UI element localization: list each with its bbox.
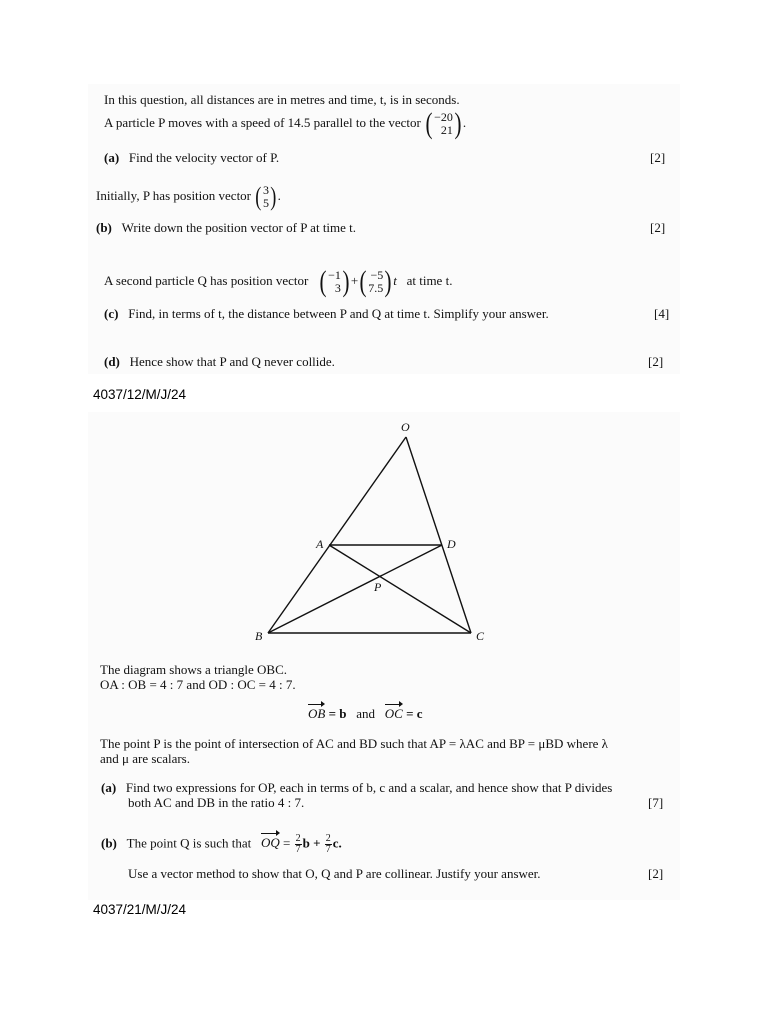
q2-part-b-mid: b + [302,835,321,851]
vector-c: = c [406,706,423,721]
side-oc [406,437,471,633]
q1-part-c-mark: [4] [654,306,670,321]
q2-part-b-label: (b) [101,835,117,851]
q1-part-c-text: Find, in terms of t, the distance between P and Q at time t. Simplify your answer. [128,306,549,321]
q-initial-y: 3 [334,281,341,295]
q2-part-a-line1: Find two expressions for OP, each in terms of b, c and a scalar, and hence show that P divides [125,780,613,795]
q2-point-p-line2: and μ are scalars. [100,751,190,766]
q2-part-b-line2: Use a vector method to show that O, Q and P are collinear. Justify your answer. [128,866,541,881]
q2-part-b-equals: = [283,835,291,851]
fraction-1-denominator: 7 [295,844,301,855]
vector-and: and [356,706,376,721]
q-velocity-vector: ( −5 7.5 ) [359,265,392,298]
q1-part-b-text: Write down the position vector of P at time t. [121,220,357,235]
q2-point-p-line1: The point P is the point of intersection of AC and BD such that AP = λAC and BP = μBD where λ [100,736,608,751]
q-velocity-x: −5 [370,268,384,282]
direction-vector-y: 21 [440,123,453,137]
q1-part-d-label: (d) [104,354,120,369]
q1-part-c-label: (c) [104,306,119,321]
q1-part-a-label: (a) [104,150,120,165]
vector-oq: OQ [260,835,280,851]
q1-second-particle-post: at time t. [406,272,453,288]
initial-position-x: 3 [262,183,269,197]
segment-bd [268,545,442,633]
label-a: A [316,537,324,551]
fraction-two-sevenths-2 [325,834,332,855]
q1-initial-position: Initially, P has position vector ( 3 5 ) . [96,182,281,211]
initial-position-y: 5 [262,196,269,210]
q2-part-a-label: (a) [101,780,117,795]
q-initial-x: −1 [328,268,341,282]
vector-oc: OC [384,706,403,721]
q2-part-b-pre: The point Q is such that [126,835,252,851]
initial-position-vector: ( 3 5 ) [255,182,277,211]
label-b: B [255,629,263,643]
q1-part-b-mark: [2] [650,220,666,235]
q2-part-b [101,834,342,855]
q1-part-d-mark: [2] [648,354,664,369]
q2-part-b-end: c. [332,835,342,851]
label-p: P [374,580,382,594]
q2-ratio-line: OA : OB = 4 : 7 and OD : OC = 4 : 7. [100,677,296,692]
q2-line1: The diagram shows a triangle OBC. [100,662,288,677]
fraction-2-numerator: 2 [325,833,331,844]
q1-part-a-mark: [2] [650,150,666,165]
q2-part-a [101,780,612,796]
label-o: O [401,420,410,434]
fraction-1-numerator: 2 [295,833,301,844]
q1-velocity-statement: A particle P moves with a speed of 14.5 parallel to the vector ( −20 21 ) . [104,107,467,140]
fraction-2-denominator: 7 [325,844,331,855]
vector-b: = b [328,706,347,721]
q-velocity-y: 7.5 [368,281,384,295]
q1-initial-position-text: Initially, P has position vector [96,187,252,203]
fraction-two-sevenths-1 [295,834,302,855]
q2-paper-code: 4037/21/M/J/24 [93,902,187,917]
q1-part-b-label: (b) [96,220,112,235]
q1-second-particle-text: A second particle Q has position vector [104,272,309,288]
q2-part-a-line2: both AC and DB in the ratio 4 : 7. [128,795,305,810]
segment-ac [329,545,471,633]
direction-vector-x: −20 [434,110,453,124]
direction-vector: ( −20 21 ) [425,107,462,140]
q-initial-vector: ( −1 3 ) [319,265,350,298]
q1-paper-code: 4037/12/M/J/24 [93,387,187,402]
q2-part-a-mark: [7] [648,795,664,810]
q2-vector-definitions [308,706,423,722]
q1-second-particle: A second particle Q has position vector ( −1 3 ) + ( −5 7.5 ) t at time t. [104,265,453,298]
vector-ob: OB [308,706,326,721]
label-d: D [447,537,456,551]
side-ob [268,437,406,633]
q1-part-d-text: Hence show that P and Q never collide. [129,354,335,369]
q1-intro: In this question, all distances are in metres and time, t, is in seconds. [104,92,460,107]
q2-part-b-mark: [2] [648,866,664,881]
q1-velocity-statement-text: A particle P moves with a speed of 14.5 parallel to the vector [104,114,421,130]
label-c: C [476,629,485,643]
q1-part-a-text: Find the velocity vector of P. [128,150,280,165]
